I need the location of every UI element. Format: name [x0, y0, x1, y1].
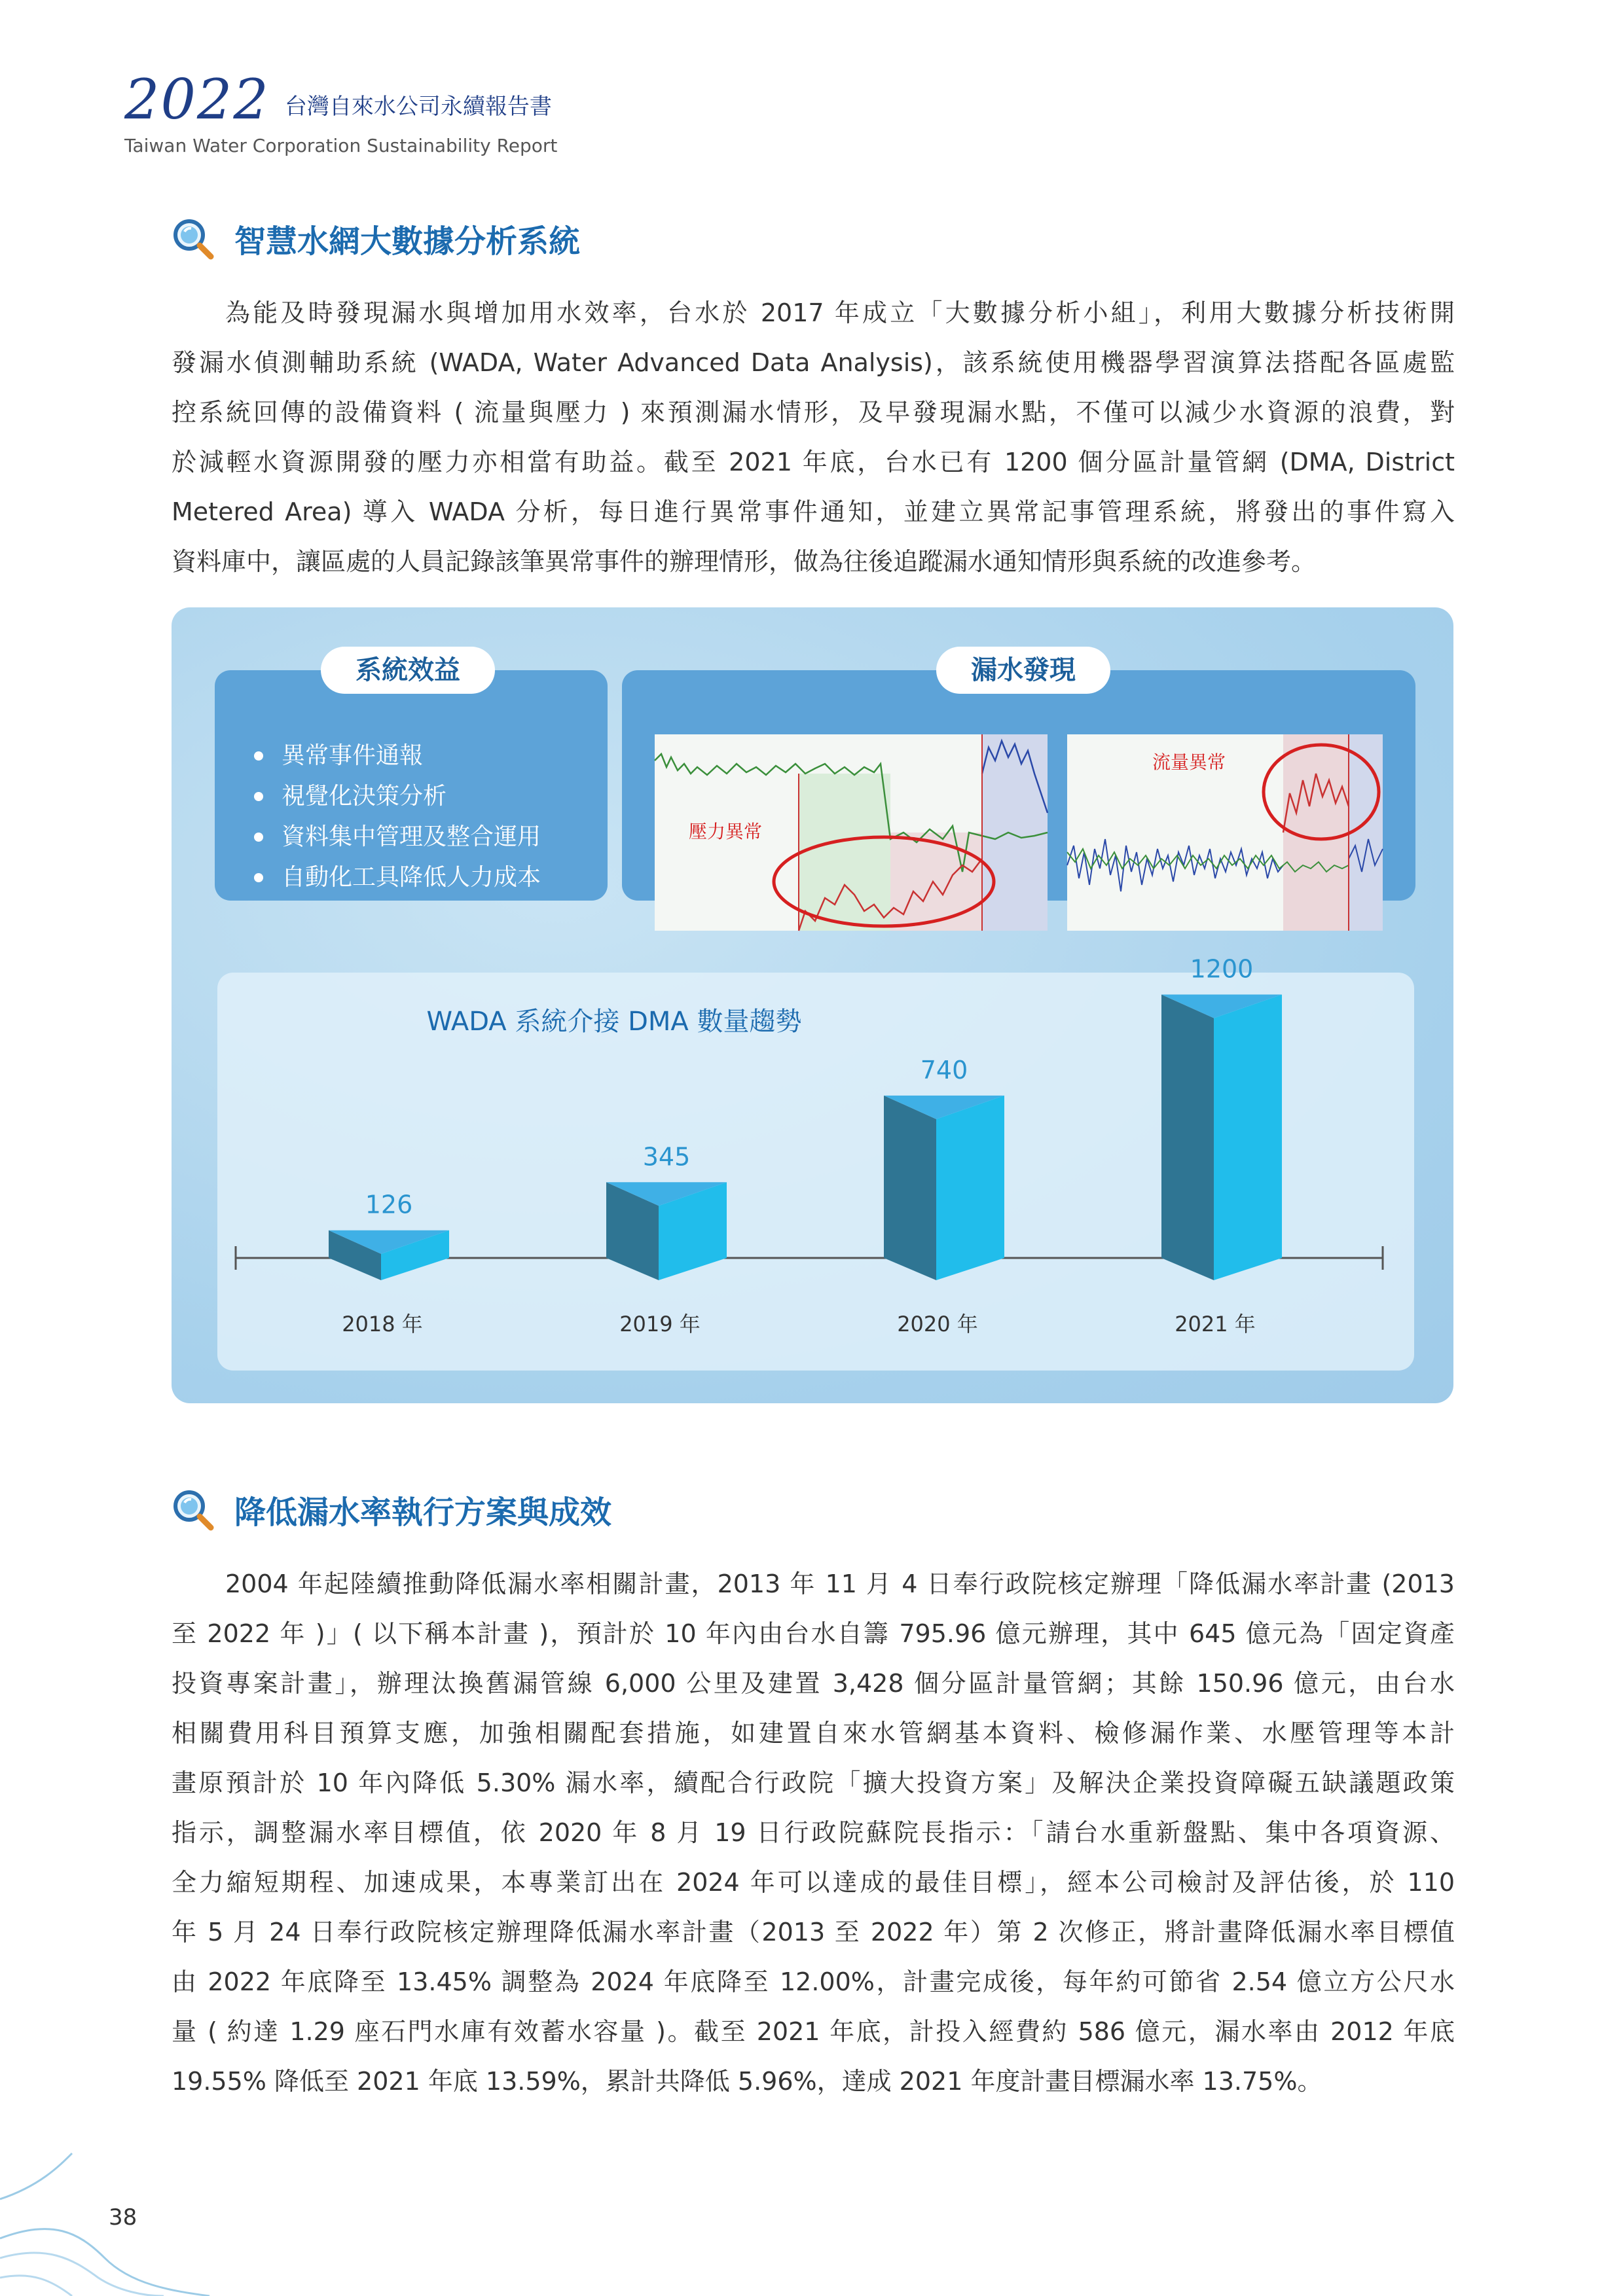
text-line: 為能及時發現漏水與增加用水效率，台水於 2017 年成立「大數據分析小組」，利用大數據分析技術開	[225, 298, 1455, 327]
dma-trend-chart	[217, 954, 1414, 1371]
bullet-icon	[254, 751, 263, 761]
wada-infographic	[172, 607, 1453, 1403]
bar-side	[1161, 995, 1214, 1280]
section-title-1: 智慧水網大數據分析系統	[234, 223, 581, 260]
report-header	[124, 67, 558, 156]
benefit-item: 視覺化決策分析	[254, 776, 541, 817]
section-title-2: 降低漏水率執行方案與成效	[234, 1494, 612, 1531]
text-line: 年 5 月 24 日奉行政院核定辦理降低漏水率計畫（2013 至 2022 年）第 2 次修正，將計畫降低漏水率目標值	[172, 1918, 1455, 1946]
pressure-graph	[655, 734, 1048, 931]
pressure-anomaly-label: 壓力異常	[689, 821, 763, 842]
section-heading-2	[172, 1487, 611, 1532]
report-year: 2022	[124, 67, 270, 132]
text-line: 量 ( 約達 1.29 座石門水庫有效蓄水容量 )。截至 2021 年底，計投入經費約 586 億元，漏水率由 2012 年底	[172, 2017, 1455, 2046]
magnifier-icon	[172, 1488, 215, 1532]
bar-front	[1214, 995, 1282, 1280]
bar-value-label: 740	[920, 1055, 968, 1085]
benefit-item: 自動化工具降低人力成本	[254, 857, 541, 898]
text-line: 指示，調整漏水率目標值，依 2020 年 8 月 19 日行政院蘇院長指示：「請台水重新盤點、集中各項資源、	[172, 1818, 1455, 1847]
dma-chart-panel	[217, 954, 1414, 1371]
chart-title: WADA 系統介接 DMA 數量趨勢	[426, 1007, 802, 1037]
bar-category-label: 2021 年	[1175, 1312, 1256, 1336]
section2-paragraph	[172, 1559, 1455, 2106]
text-line: 全力縮短期程、加速成果，本專業訂出在 2024 年可以達成的最佳目標」，經本公司檢討及評估後，於 110	[172, 1868, 1455, 1897]
text-line: 2004 年起陸續推動降低漏水率相關計畫，2013 年 11 月 4 日奉行政院核定辦理「降低漏水率計畫 (2013	[225, 1570, 1455, 1598]
leak-panel	[622, 670, 1415, 901]
section1-paragraph	[172, 288, 1455, 586]
text-line: 發漏水偵測輔助系統 (WADA, Water Advanced Data Analysis)，該系統使用機器學習演算法搭配各區處監	[172, 348, 1455, 377]
magnifier-icon	[172, 217, 215, 260]
text-line: 由 2022 年底降至 13.45% 調整為 2024 年底降至 12.00%，計畫完成後，每年約可節省 2.54 億立方公尺水	[172, 1967, 1455, 1996]
bar-value-label: 126	[365, 1190, 413, 1219]
text-line: 於減輕水資源開發的壓力亦相當有助益。截至 2021 年底，台水已有 1200 個分區計量管網 (DMA, District	[172, 448, 1455, 476]
bullet-icon	[254, 873, 263, 882]
bar-side	[884, 1096, 936, 1280]
page-number: 38	[109, 2204, 137, 2231]
benefits-panel	[215, 670, 608, 901]
text-line: 投資專案計畫」，辦理汰換舊漏管線 6,000 公里及建置 3,428 個分區計量管網；其餘 150.96 億元，由台水	[172, 1669, 1455, 1698]
bar-category-label: 2019 年	[619, 1312, 701, 1336]
bar-value-label: 345	[642, 1142, 691, 1172]
report-title-zh: 台灣自來水公司永續報告書	[284, 94, 552, 120]
bullet-icon	[254, 833, 263, 842]
bullet-icon	[254, 792, 263, 801]
bar-value-label: 1200	[1190, 954, 1254, 984]
text-line: 19.55% 降低至 2021 年底 13.59%，累計共降低 5.96%，達成 2021 年度計畫目標漏水率 13.75%。	[172, 2067, 1322, 2096]
benefit-item: 資料集中管理及整合運用	[254, 817, 541, 857]
text-line: Metered Area) 導入 WADA 分析，每日進行異常事件通知，並建立異常記事管理系統，將發出的事件寫入	[172, 497, 1455, 526]
flow-anomaly-label: 流量異常	[1152, 751, 1226, 773]
text-line: 相關費用科目預算支應，加強相關配套措施，如建置自來水管網基本資料、檢修漏作業、水壓管理等本計	[172, 1719, 1455, 1748]
bar-category-label: 2020 年	[897, 1312, 978, 1336]
bar-front	[936, 1096, 1004, 1280]
text-line: 控系統回傳的設備資料 ( 流量與壓力 ) 來預測漏水情形，及早發現漏水點，不僅可以減少水資源的浪費，對	[172, 398, 1455, 427]
bar-category-label: 2018 年	[342, 1312, 423, 1336]
benefits-title: 系統效益	[321, 647, 495, 694]
flow-graph	[1067, 734, 1383, 931]
benefits-list	[254, 736, 541, 898]
text-line: 資料庫中，讓區處的人員記錄該筆異常事件的辦理情形，做為往後追蹤漏水通知情形與系統的改進參考。	[172, 547, 1317, 576]
text-line: 至 2022 年 )」( 以下稱本計畫 )，預計於 10 年內由台水自籌 795.96 億元辦理，其中 645 億元為「固定資產	[172, 1619, 1455, 1648]
text-line: 畫原預計於 10 年內降低 5.30% 漏水率，續配合行政院「擴大投資方案」及解決企業投資障礙五缺議題政策	[172, 1768, 1455, 1797]
section-heading-1	[172, 216, 580, 261]
benefit-item: 異常事件通報	[254, 736, 541, 776]
leak-title: 漏水發現	[936, 647, 1110, 694]
report-title-en: Taiwan Water Corporation Sustainability Report	[124, 135, 558, 156]
